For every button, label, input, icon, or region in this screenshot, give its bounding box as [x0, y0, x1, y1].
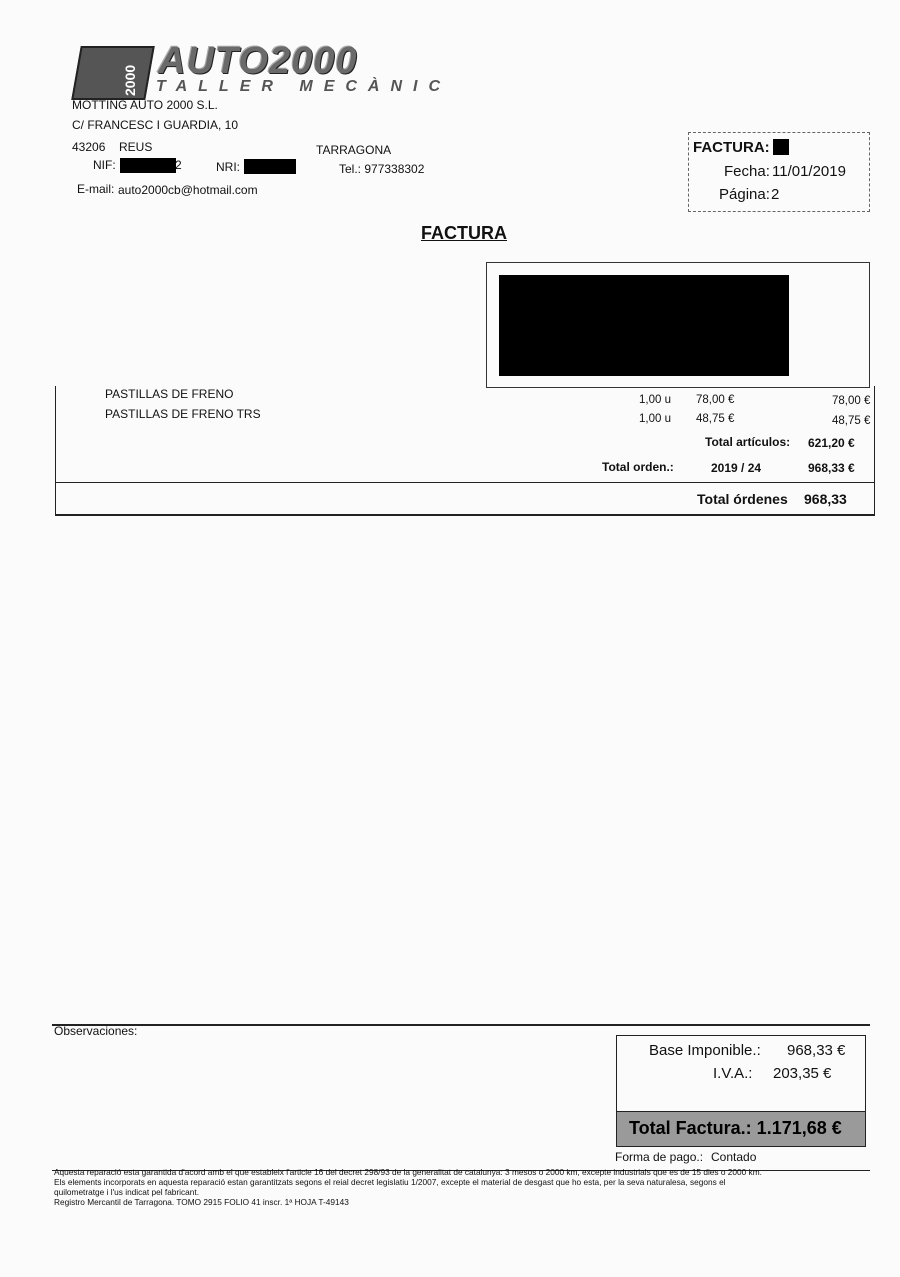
item-description: PASTILLAS DE FRENO TRS	[105, 407, 261, 421]
logo-brand: AUTO2000	[158, 40, 358, 82]
item-total: 48,75 €	[832, 415, 871, 427]
total-articles-value: 621,20 €	[808, 436, 855, 450]
item-quantity: 1,00 u	[639, 413, 671, 425]
nif-redaction	[120, 158, 176, 173]
item-description: PASTILLAS DE FRENO	[105, 387, 234, 401]
item-price: 48,75 €	[696, 413, 735, 425]
company-email: auto2000cb@hotmail.com	[118, 183, 258, 197]
observations-divider	[52, 1024, 870, 1026]
item-quantity: 1,00 u	[639, 394, 671, 406]
items-separator	[56, 482, 874, 483]
order-reference: 2019 / 24	[711, 461, 762, 475]
item-total: 78,00 €	[832, 395, 871, 407]
legal-line: Aquesta reparació esta garantida d'acord amb el que estableix l'article 16 del decret 298/93 de la generalitat de catalunya: 3 mesos o 2000 km, excepte industrials que es de 15 dies o 2000 km.	[54, 1167, 762, 1177]
payment-label: Forma de pago.:	[615, 1150, 704, 1164]
company-address: C/ FRANCESC I GUARDIA, 10	[72, 118, 239, 132]
client-box	[486, 262, 870, 388]
total-order-label: Total orden.:	[602, 460, 674, 474]
client-redaction	[499, 275, 789, 376]
legal-line: Registro Mercantil de Tarragona. TOMO 2915 FOLIO 41 inscr. 1ª HOJA T-49143	[54, 1197, 349, 1207]
company-postal-code: 43206	[72, 140, 106, 154]
total-order-value: 968,33 €	[808, 461, 855, 475]
total-orders-value: 968,33	[804, 491, 847, 507]
logo-subtitle: TALLER MECÀNIC	[156, 78, 452, 95]
nri-label: NRI:	[216, 160, 240, 174]
company-city: REUS	[119, 140, 153, 154]
legal-line: Els elements incorporats en aquesta reparació estan garantitzats segons el reial decret legislatiu 1/2007, excepte el material de desgast que ho esta, per la seva naturalesa, segons el	[54, 1177, 726, 1187]
company-logo	[70, 40, 500, 102]
observations-label: Observaciones:	[54, 1024, 138, 1038]
total-articles-label: Total artículos:	[705, 435, 791, 449]
company-phone: Tel.: 977338302	[339, 162, 425, 176]
invoice-date-label: Fecha:	[724, 163, 770, 180]
invoice-page: 2	[771, 186, 780, 203]
logo-badge	[71, 46, 155, 100]
nif-label: NIF:	[93, 158, 116, 172]
nri-redaction	[244, 159, 296, 174]
invoice-date: 11/01/2019	[772, 163, 846, 180]
company-province: TARRAGONA	[316, 143, 392, 157]
invoice-number-label: FACTURA:	[693, 139, 770, 156]
grand-total: Total Factura.: 1.171,68 €	[629, 1118, 842, 1138]
iva-value: 203,35 €	[773, 1065, 832, 1082]
invoice-info-box	[688, 132, 870, 212]
totals-box	[616, 1035, 866, 1147]
base-imponible-label: Base Imponible.:	[649, 1042, 761, 1059]
legal-line: quilometratge i l'us indicat pel fabricant.	[54, 1187, 200, 1197]
total-orders-label: Total órdenes	[697, 491, 788, 507]
legal-text	[54, 1167, 854, 1207]
logo-badge-number: 2000	[122, 64, 138, 96]
document-title: FACTURA	[421, 223, 507, 243]
nif-suffix: 2	[175, 158, 182, 172]
email-label: E-mail:	[77, 182, 115, 196]
payment-value: Contado	[711, 1150, 757, 1164]
invoice-page-label: Página:	[719, 186, 770, 203]
invoice-number-redaction	[773, 139, 789, 155]
item-price: 78,00 €	[696, 394, 735, 406]
company-name: MOTTING AUTO 2000 S.L.	[72, 98, 218, 112]
grand-total-band	[617, 1111, 865, 1146]
base-imponible-value: 968,33 €	[787, 1042, 846, 1059]
iva-label: I.V.A.:	[713, 1065, 753, 1082]
